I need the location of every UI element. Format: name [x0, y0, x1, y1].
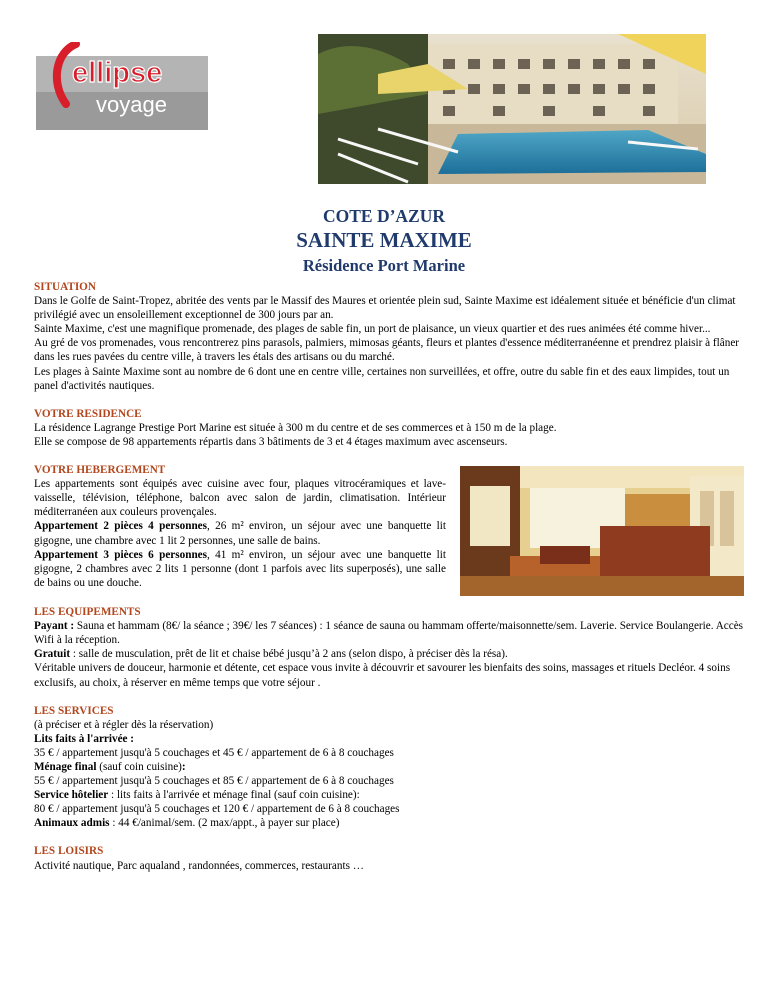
- section-equipements: [34, 605, 746, 690]
- gratuit-label: Gratuit: [34, 648, 71, 661]
- paragraph: [34, 619, 746, 647]
- paragraph: [34, 788, 746, 802]
- paragraph: 80 € / appartement jusqu'à 5 couchages et 120 € / appartement de 6 à 8 couchages: [34, 803, 400, 816]
- section-heading: LES LOISIRS: [34, 845, 104, 858]
- city-title: SAINTE MAXIME: [296, 228, 472, 252]
- paragraph: La résidence Lagrange Prestige Port Marine est située à 300 m du centre et de ses commerces et à 150 m de la plage.: [34, 421, 557, 434]
- paragraph: (à préciser et à régler dès la réservation): [34, 718, 214, 731]
- paragraph: [34, 548, 446, 590]
- section-residence: [34, 407, 746, 449]
- document-body: [34, 280, 746, 873]
- menage-mid: (sauf coin cuisine): [96, 760, 182, 773]
- paragraph: Dans le Golfe de Saint-Tropez, abritée des vents par le Massif des Maures et orientée plein sud, Sainte Maxime est idéalement située et bénéficie d'un climat privilégié avec un ensoleillement exceptionnel de 300 jours par an.: [34, 295, 736, 322]
- gratuit-text: : salle de musculation, prêt de lit et chaise bébé jusqu’à 2 ans (selon dispo, à préciser dès la résa).: [70, 648, 508, 661]
- logo-text-ellipse: ellipse: [72, 57, 163, 89]
- apt2-label: Appartement 2 pièces 4 personnes: [34, 520, 207, 533]
- paragraph: [34, 519, 446, 547]
- paragraph: 55 € / appartement jusqu'à 5 couchages et 85 € / appartement de 6 à 8 couchages: [34, 775, 394, 788]
- paragraph: Au gré de vos promenades, vous rencontrerez pins parasols, palmiers, mimosas géants, fleurs et plantes d'essence méditerranéenne et prendrez plaisir à flâner dans les rues pavées du centre ville, à travers les étals des artisans ou du marché.: [34, 337, 740, 364]
- apt3-label: Appartement 3 pièces 6 personnes: [34, 548, 207, 561]
- section-heading: SITUATION: [34, 281, 96, 293]
- section-heading: LES EQUIPEMENTS: [34, 606, 141, 619]
- logo-text-voyage: voyage: [96, 92, 167, 117]
- pool-photo: [318, 34, 706, 184]
- menage-colon: :: [181, 760, 186, 773]
- menage-label: Ménage final: [34, 760, 97, 773]
- hotelier-label: Service hôtelier: [34, 789, 109, 802]
- apt2-text: , 26 m² environ, un séjour avec une banquette lit gigogne, une chambre avec 1 lit 2 personnes, une salle de bains.: [34, 520, 446, 547]
- paragraph: Véritable univers de douceur, harmonie et détente, cet espace vous invite à découvrir et savourer les bienfaits des soins, massages et rituels Decléor. 4 soins exclusifs, au choix, à réserver en même temps que votre séjour .: [34, 662, 731, 689]
- paragraph: Sainte Maxime, c'est une magnifique promenade, des plages de sable fin, un port de plaisance, un vieux quartier et des rues animées été comme hiver...: [34, 323, 711, 336]
- section-heading: VOTRE RESIDENCE: [34, 407, 142, 420]
- paragraph: [34, 816, 746, 830]
- section-heading: VOTRE HEBERGEMENT: [34, 464, 166, 477]
- paragraph: Les appartements sont équipés avec cuisine avec four, plaques vitrocéramiques et lave-vaisselle, télévision, téléphone, balcon avec salon de jardin, climatisation. Intérieur méditerranéen aux couleurs provençales.: [34, 478, 446, 519]
- section-situation: [34, 280, 746, 393]
- paragraph: [34, 647, 746, 661]
- ellipse-voyage-logo: [36, 42, 208, 130]
- paragraph: 35 € / appartement jusqu'à 5 couchages et 45 € / appartement de 6 à 8 couchages: [34, 746, 394, 759]
- paragraph: [34, 732, 746, 746]
- paragraph: Activité nautique, Parc aqualand , randonnées, commerces, restaurants …: [34, 859, 364, 872]
- payant-label: Payant :: [34, 620, 75, 633]
- apartment-interior-photo: [460, 466, 744, 596]
- section-services: [34, 704, 746, 831]
- residence-title: Résidence Port Marine: [302, 256, 466, 275]
- region-title: COTE D’AZUR: [322, 206, 446, 226]
- paragraph: Elle se compose de 98 appartements répartis dans 3 bâtiments de 3 et 4 étages maximum avec ascenseurs.: [34, 435, 508, 448]
- hotelier-mid: : lits faits à l'arrivée et ménage final (sauf coin cuisine):: [108, 789, 360, 802]
- paragraph: Les plages à Sainte Maxime sont au nombre de 6 dont une en centre ville, certaines non surveillées, et offre, outre du sable fin et des eaux limpides, tout un panel d'activités nautiques.: [34, 365, 730, 392]
- paragraph: [34, 760, 746, 774]
- section-loisirs: [34, 844, 746, 872]
- section-heading: LES SERVICES: [34, 704, 114, 717]
- section-hebergement: [34, 463, 746, 591]
- lits-label: Lits faits à l'arrivée :: [34, 732, 135, 745]
- payant-text: Sauna et hammam (8€/ la séance ; 39€/ les 7 séances) : 1 séance de sauna ou hammam offerte/maisonnette/sem. Laverie. Service Boulangerie. Accès Wifi à la réception.: [34, 620, 744, 647]
- animaux-text: : 44 €/animal/sem. (2 max/appt., à payer sur place): [109, 817, 340, 830]
- apt3-text: , 41 m² environ, un séjour avec une banquette lit gigogne, 2 chambres avec 2 lits 1 personne (dont 1 parfois avec lits superposés), une salle de bains ou une douche.: [34, 548, 446, 589]
- animaux-label: Animaux admis: [34, 817, 110, 830]
